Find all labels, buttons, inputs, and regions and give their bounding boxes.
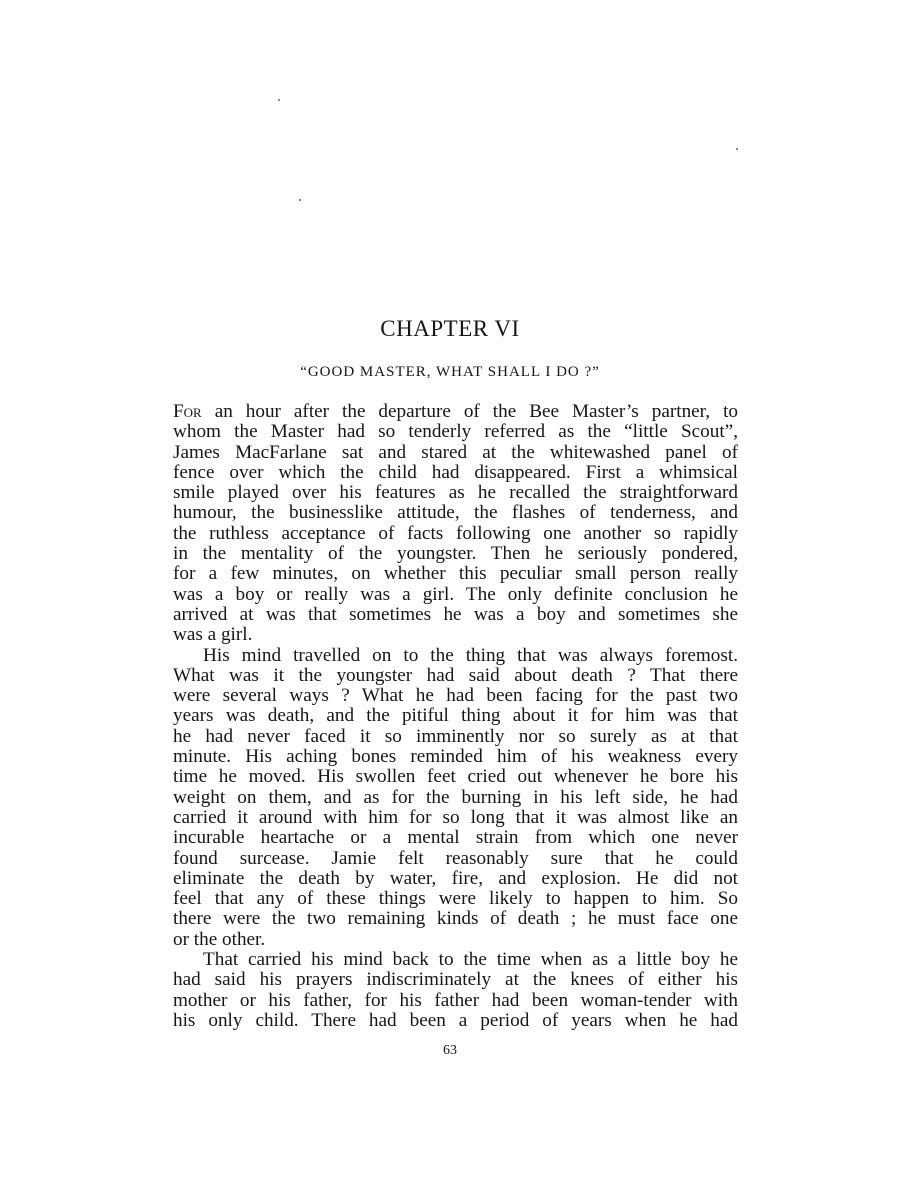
text-line: was a girl. (173, 624, 253, 646)
chapter-opening-word: For (173, 401, 202, 422)
text-line: had said his prayers indiscriminately at the knees of either his (173, 969, 738, 991)
text-line: were several ways ? What he had been facing for the past two (173, 685, 738, 707)
text-line: incurable heartache or a mental strain from which one never (173, 827, 738, 849)
text-line: feel that any of these things were likely to happen to him. So (173, 888, 738, 910)
text-line: eliminate the death by water, fire, and explosion. He did not (173, 867, 738, 889)
text-line: arrived at was that sometimes he was a boy and sometimes she (173, 603, 738, 625)
text-line: carried it around with him for so long that it was almost like an (173, 806, 738, 828)
text-line: What was it the youngster had said about death ? That there (173, 664, 738, 686)
text-line: His mind travelled on to the thing that was always foremost. (203, 644, 738, 666)
text-line: weight on them, and as for the burning in his left side, he had (173, 786, 738, 808)
text-line: for a few minutes, on whether this peculiar small person really (173, 563, 738, 585)
text-line: his only child. There had been a period of years when he had (173, 1009, 738, 1031)
text-line (173, 402, 738, 422)
chapter-subtitle: “GOOD MASTER, WHAT SHALL I DO ?” (300, 364, 600, 380)
text-line: mother or his father, for his father had been woman-tender with (173, 989, 738, 1011)
body-text (173, 402, 738, 1031)
text-line: in the mentality of the youngster. Then he seriously pondered, (173, 543, 738, 565)
text-line: the ruthless acceptance of facts following one another so rapidly (173, 522, 738, 544)
text-line: That carried his mind back to the time when as a little boy he (203, 949, 738, 971)
text-line: fence over which the child had disappeared. First a whimsical (173, 461, 738, 483)
chapter-title: CHAPTER VI (380, 316, 520, 341)
text-line: whom the Master had so tenderly referred as the “little Scout”, (173, 421, 738, 443)
page-number: 63 (443, 1043, 457, 1058)
paper-speck-dot (278, 99, 280, 101)
text-line: there were the two remaining kinds of death ; he must face one (173, 908, 738, 930)
text-line: minute. His aching bones reminded him of his weakness every (173, 746, 738, 768)
text-line: humour, the businesslike attitude, the flashes of tenderness, and (173, 502, 738, 524)
text-line: or the other. (173, 928, 266, 950)
paper-speck-dot (736, 148, 738, 150)
text-line-content: an hour after the departure of the Bee Master’s partner, to (201, 401, 738, 422)
text-line: found surcease. Jamie felt reasonably sure that he could (173, 847, 738, 869)
text-line: years was death, and the pitiful thing about it for him was that (173, 705, 738, 727)
text-line: he had never faced it so imminently nor so surely as at that (173, 725, 738, 747)
text-line: smile played over his features as he recalled the straightforward (173, 482, 738, 504)
text-line: was a boy or really was a girl. The only definite conclusion he (173, 583, 738, 605)
paper-speck-dot (299, 199, 301, 201)
text-line: James MacFarlane sat and stared at the whitewashed panel of (173, 441, 738, 463)
text-line: time he moved. His swollen feet cried out whenever he bore his (173, 766, 738, 788)
